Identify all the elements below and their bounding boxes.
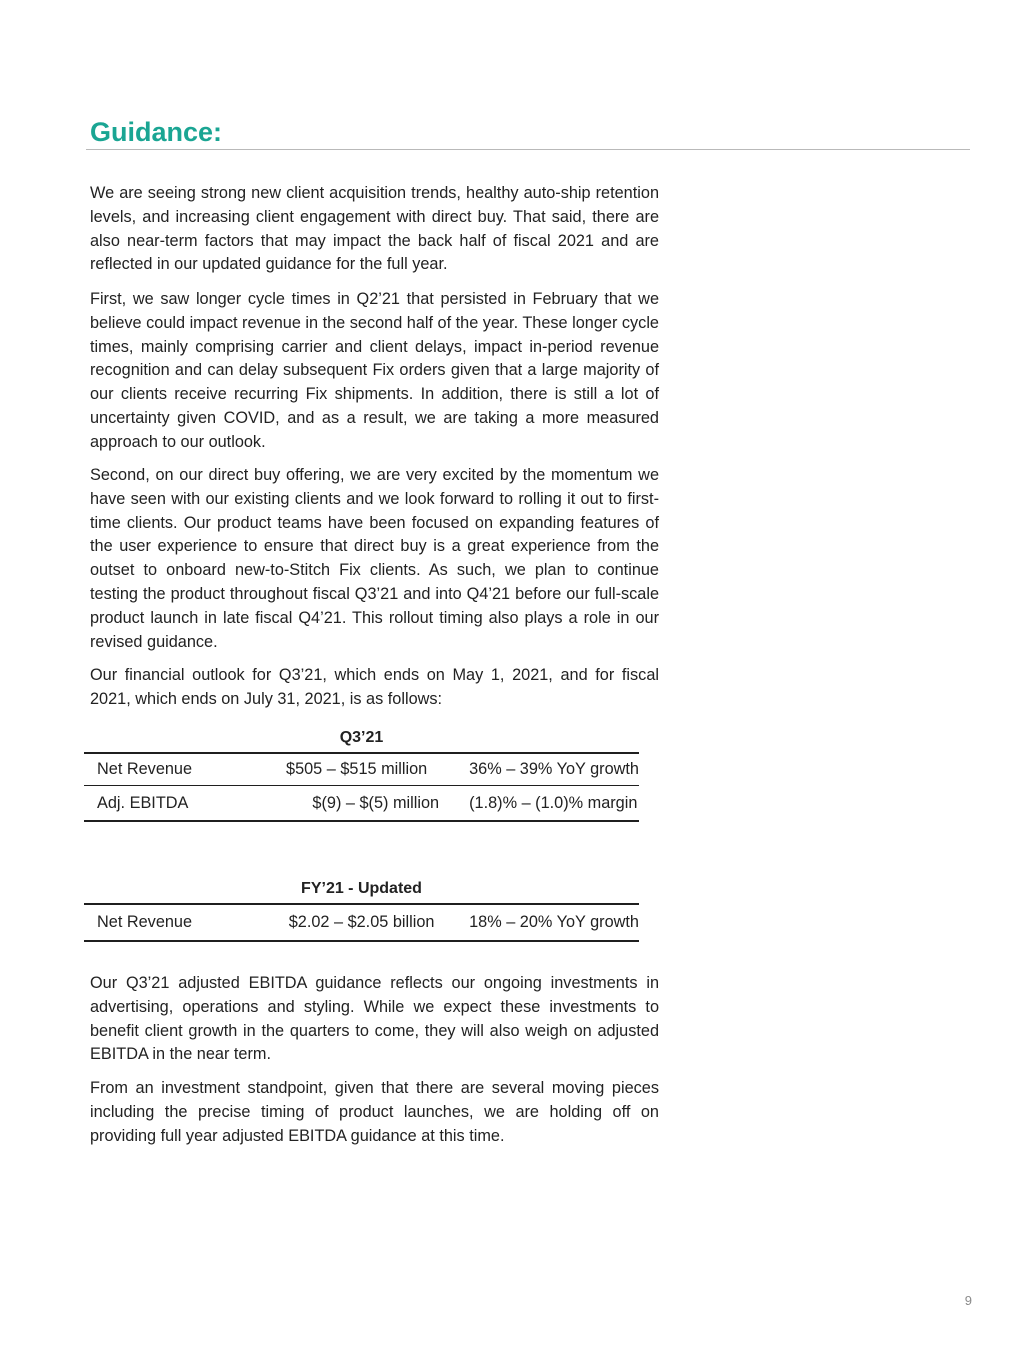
paragraph-investment: From an investment standpoint, given that there are several moving pieces including the precise timing of product launches, we are holding off on providing full year adjusted EBITDA guidance at this time. (90, 1079, 659, 1145)
paragraph-ebitda: Our Q3’21 adjusted EBITDA guidance reflects our ongoing investments in advertising, operations and styling. While we expect these investments to benefit client growth in the quarters to come, they will also weigh on adjusted EBITDA in the near term. (90, 974, 659, 1064)
table-row (84, 786, 639, 822)
fy-guidance-table (84, 903, 639, 942)
row-label: Net Revenue (84, 904, 264, 941)
row-growth: 36% – 39% YoY growth (459, 753, 639, 786)
table-row (84, 904, 639, 941)
row-growth: (1.8)% – (1.0)% margin (459, 786, 639, 822)
page-number: 9 (964, 1293, 972, 1308)
page-heading: Guidance: (90, 117, 223, 147)
row-growth: 18% – 20% YoY growth (459, 904, 639, 941)
row-range: $(9) – $(5) million (254, 786, 459, 822)
q3-table-caption: Q3’21 (339, 729, 384, 746)
paragraph-direct-buy: Second, on our direct buy offering, we are very excited by the momentum we have seen with our existing clients and we look forward to rolling it out to first-time clients. Our product teams have been focused on expanding features of the user experience to ensure that direct buy is a great experience from the outset to onboard new-to-Stitch Fix clients. As such, we plan to continue testing the product throughout fiscal Q3’21 and into Q4’21 before our full-scale product launch in late fiscal Q4’21. This rollout timing also plays a role in our revised guidance. (90, 466, 659, 651)
q3-guidance-table (84, 752, 639, 822)
paragraph-intro: We are seeing strong new client acquisition trends, healthy auto-ship retention levels, and increasing client engagement with direct buy. That said, there are also near-term factors that may impact the back half of fiscal 2021 and are reflected in our updated guidance for the full year. (90, 184, 659, 274)
row-range: $2.02 – $2.05 billion (264, 904, 459, 941)
fy-table-caption: FY’21 - Updated (301, 880, 422, 897)
heading-divider (86, 149, 970, 150)
paragraph-outlook: Our financial outlook for Q3’21, which ends on May 1, 2021, and for fiscal 2021, which ends on July 31, 2021, is as follows: (90, 666, 659, 708)
table-row (84, 753, 639, 786)
row-label: Net Revenue (84, 753, 254, 786)
paragraph-cycle-times: First, we saw longer cycle times in Q2’21 that persisted in February that we believe could impact revenue in the second half of the year. These longer cycle times, mainly comprising carrier and client delays, impact in-period revenue recognition and can delay subsequent Fix orders given that a large majority of our clients receive recurring Fix shipments. In addition, there is still a lot of uncertainty given COVID, and as a result, we are taking a more measured approach to our outlook. (90, 290, 659, 451)
row-label: Adj. EBITDA (84, 786, 254, 822)
row-range: $505 – $515 million (254, 753, 459, 786)
